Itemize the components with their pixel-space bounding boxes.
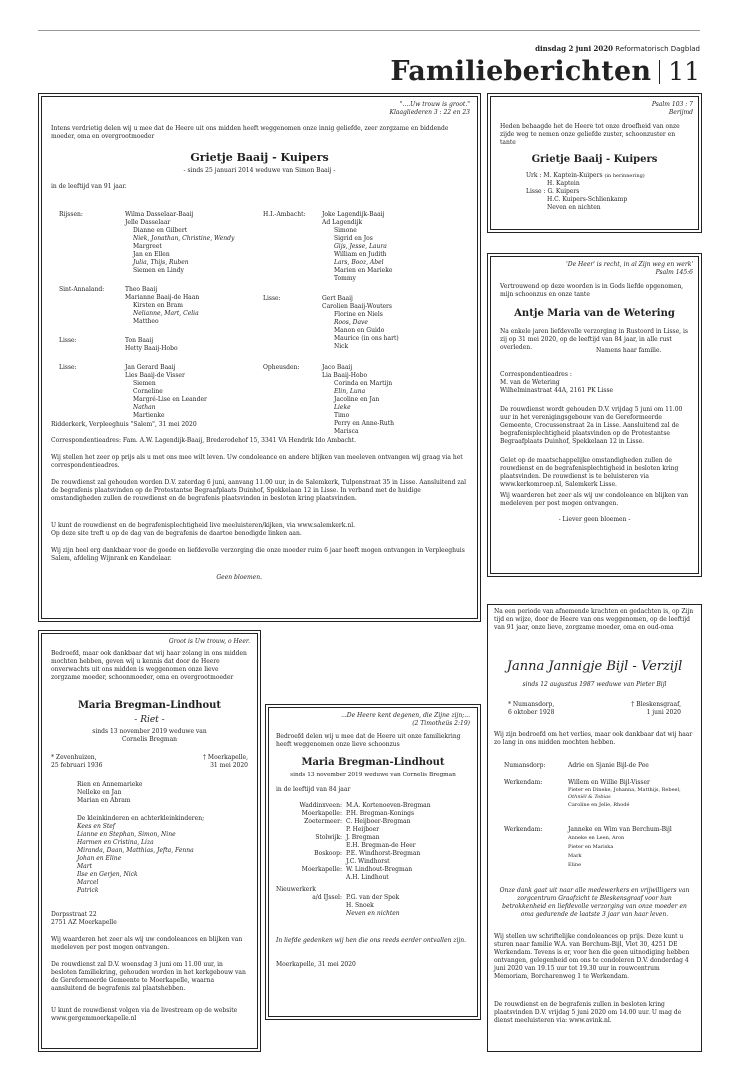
family-list bbox=[77, 781, 142, 805]
family-line: W. Lindhout-Bregman bbox=[346, 866, 413, 873]
family-line: Marianne Baaij-de Haan bbox=[125, 294, 200, 301]
death-date: 1 juni 2020 bbox=[646, 709, 681, 716]
family-line: Kirsten en Bram bbox=[133, 302, 183, 309]
family-line: Florine en Niels bbox=[334, 311, 383, 318]
family-line: Neven en nichten bbox=[346, 910, 400, 917]
death-date: 31 mei 2020 bbox=[210, 762, 248, 769]
deceased-name: Maria Bregman-Lindhout bbox=[77, 700, 222, 711]
family-line: Rien en Annemariekе bbox=[77, 781, 143, 788]
notice-baaij-kuipers bbox=[38, 93, 481, 622]
family-line: M.A. Kortenoeven-Bregman bbox=[346, 802, 431, 809]
section-title: Familieberichten bbox=[390, 56, 652, 87]
header-dateline bbox=[535, 44, 700, 53]
family-place: Rijssen: bbox=[59, 211, 83, 218]
page-number: 11 bbox=[668, 57, 700, 86]
family-line: Ilse en Gerjen, Nick bbox=[77, 871, 138, 878]
intro-text: Bedroefd delen wij u mee dat de Heere uit onze familiekring heeft weggenomen onze lieve schoonzus bbox=[276, 733, 461, 748]
notice-van-de-wetering bbox=[487, 253, 702, 577]
family-line: P. Heijboer bbox=[346, 826, 380, 833]
bible-reference: (2 Timotheüs 2:19) bbox=[412, 720, 470, 727]
family-line: Johan en Eline bbox=[77, 855, 122, 862]
family-line: M. Kaptein-Kuipers bbox=[543, 172, 603, 179]
family-line: Corinda en Martijn bbox=[334, 380, 393, 387]
family-line: Perry en Anne-Ruth bbox=[334, 420, 394, 427]
place-date: Ridderkerk, Verpleeghuis "Salem", 31 mei 2020 bbox=[51, 421, 197, 428]
section-heading bbox=[390, 56, 700, 87]
age-line: in de leeftijd van 91 jaar. bbox=[51, 183, 127, 190]
family-place: Moerkapelle: bbox=[301, 866, 342, 873]
family-line: Jaco Baaij bbox=[322, 364, 353, 371]
family-line: Lies Baaij-de Visser bbox=[125, 372, 185, 379]
family-line: Jan en Ellen bbox=[133, 251, 170, 258]
family-group bbox=[568, 826, 672, 870]
memory-text: In liefde gedenken wij hen die ons reeds eerder ontvallen zijn. bbox=[276, 937, 467, 944]
header-date: dinsdag 2 juni 2020 bbox=[535, 44, 614, 53]
family-line: Ton Baaij bbox=[125, 337, 154, 344]
family-group bbox=[568, 779, 681, 810]
family-line: C. Heijboer-Bregman bbox=[346, 818, 411, 825]
circumstances-text: Gelet op de maatschappelijke omstandigheden zullen de rouwdienst en de begrafenisplechtigheid in besloten kring plaatsvinden. De rouwdienst is te beluisteren via www.kerkomroep.nl, Salemkerk Lisse. bbox=[500, 457, 679, 488]
family-line: Julia, Thijs, Ruben bbox=[133, 259, 189, 266]
family-line: Siemen en Lindy bbox=[133, 267, 184, 274]
bible-quote: Psalm 103 : 7 bbox=[651, 101, 693, 108]
service-text: De rouwdienst zal gehouden worden D.V. zaterdag 6 juni, aanvang 11.00 uur, in de Salemkerk, Tulpenstraat 35 in Lisse. Aansluitend zal de begrafenis plaatsvinden op de Protestantse Begraafplaats Duinhof, Spekkelaan 12 in Lisse. In verband met de huidige omstandigheden zullen de rouwdienst en de begrafenis plaatsvinden in besloten kring plaatsvinden. bbox=[51, 479, 467, 502]
family-line: E.H. Bregman-de Heer bbox=[346, 842, 416, 849]
family-line: Harmen en Cristina, Liza bbox=[77, 839, 154, 846]
family-line: Jan Gerard Baaij bbox=[125, 364, 176, 371]
family-place bbox=[276, 842, 342, 850]
family-line: J. Bregman bbox=[346, 834, 380, 841]
closing: Geen bloemen. bbox=[216, 574, 262, 581]
title-divider bbox=[659, 60, 660, 84]
deceased-name: Maria Bregman-Lindhout bbox=[301, 757, 445, 768]
family-place: Opheusden: bbox=[263, 364, 300, 371]
family-line: Adrie en Sjanie Bijl-de Pee bbox=[568, 762, 649, 769]
family-place: Lisse: bbox=[59, 337, 77, 344]
family-place: H.I.-Ambacht: bbox=[263, 211, 306, 218]
family-place bbox=[276, 874, 342, 882]
family-place: Boskoop: bbox=[314, 850, 342, 857]
bible-quote: 'De Heer' is recht, in al Zijn weg en werk' bbox=[566, 261, 693, 268]
birth-date: 25 februari 1936 bbox=[51, 762, 103, 769]
family-line: Eline bbox=[568, 862, 582, 868]
family-line: Mattheo bbox=[133, 318, 159, 325]
family-line: A.H. Lindhout bbox=[346, 874, 389, 881]
livestream-text: U kunt de rouwdienst volgen via de livestream op de website www.gergemmoerkapelle.nl bbox=[51, 1007, 238, 1022]
family-line: Pieter en Mariska bbox=[568, 844, 614, 850]
bible-reference: Berijmd bbox=[668, 109, 693, 116]
bible-reference: Psalm 145:6 bbox=[655, 269, 693, 276]
notice-bregman-lindhout bbox=[38, 630, 261, 1052]
family-line: H.C. Kuipers-Schlienkamp bbox=[547, 196, 628, 203]
widow-line: sinds 13 november 2019 weduwe van Cornelis Bregman bbox=[290, 772, 456, 778]
family-place: Lisse: bbox=[263, 295, 281, 302]
family-line: Margreet bbox=[133, 243, 162, 250]
condolence-text: Wij waarderen het zeer als wij uw condoleance en blijken van medeleven per post mogen ontvangen. bbox=[500, 492, 689, 507]
family-place: Waddinxveen: bbox=[299, 802, 342, 809]
family-line: Kees en Stef bbox=[77, 823, 116, 830]
family-line: Mark bbox=[568, 853, 582, 859]
family-line: William en Judith bbox=[334, 251, 387, 258]
family-line: Elin, Luna bbox=[334, 388, 366, 395]
correspondence-name: M. van de Wetering bbox=[500, 379, 560, 386]
family-place bbox=[276, 826, 342, 834]
service-text: De rouwdienst en de begrafenis zullen in besloten kring plaatsvinden D.V. vrijdag 5 juni 2020 om 14.00 uur. U mag de dienst meeluisteren via: www.avink.nl. bbox=[494, 1001, 682, 1024]
death-place: † Moerkapelle, bbox=[203, 754, 248, 761]
nickname: - Riet - bbox=[134, 715, 165, 725]
family-place: Moerkapelle: bbox=[301, 810, 342, 817]
family-line: Jacoline en Jan bbox=[334, 396, 380, 403]
family-line: Nelleke en Jan bbox=[77, 789, 122, 796]
family-group bbox=[125, 364, 207, 420]
family-line: Caroline en Jelle, Rhodé bbox=[568, 802, 630, 808]
family-line: Janneke en Wim van Berchum-Bijl bbox=[568, 826, 672, 833]
family-line: Martienke bbox=[133, 412, 165, 419]
family-line: Maurice (in ons hart) bbox=[334, 335, 399, 342]
birth-date: 6 oktober 1928 bbox=[508, 709, 555, 716]
family-line: Theo Baaij bbox=[125, 286, 158, 293]
deceased-name: Grietje Baaij - Kuipers bbox=[531, 154, 658, 165]
deceased-name: Janna Jannigje Bijl - Verzijl bbox=[506, 659, 683, 674]
service-text: De rouwdienst wordt gehouden D.V. vrijdag 5 juni om 11.00 uur in het verenigingsgebouw van de Gereformeerde Gemeente, Crocussenstraat 2a in Lisse. Aansluitend zal de begrafenisplechtigheid plaatsvinden op de Protestantse Begraafplaats Duinhof, Spekkelaan 12 in Lisse. bbox=[500, 406, 683, 445]
family-line: Willem en Willie Bijl-Visser bbox=[568, 779, 650, 786]
family-line: Margré-Lise en Leander bbox=[133, 396, 207, 403]
family-line: J.C. Windhorst bbox=[346, 858, 390, 865]
condolence-text: Wij stellen uw schriftelijke condoleances op prijs. Deze kunt u sturen naar familie W.A. van Berchum-Bijl, Vlet 30, 4251 DE Werkendam. Tevens is er, voor hen die geen uitnodiging hebben ontvangen, gelegenheid om ons te condoleren D.V. donderdag 4 juni 2020 van 19.15 uur tot 19.30 uur in rouwcentrum Memoriam, Borcharenweg 1 te Werkendam. bbox=[494, 933, 690, 980]
family-place: a/d IJssel: bbox=[312, 894, 342, 901]
birth-place: * Zevenhuizen, bbox=[51, 754, 97, 761]
family-line: Nelianne, Mart, Celia bbox=[133, 310, 199, 317]
family-place: Werkendam: bbox=[504, 826, 543, 833]
family-line: Hetty Baaij-Hobo bbox=[125, 345, 178, 352]
family-group bbox=[125, 337, 178, 353]
family-line: Marian en Abram bbox=[77, 797, 131, 804]
bible-quote: ...De Heere kent degenen, die Zijne zijn;... bbox=[341, 712, 470, 719]
bible-quote: Groot is Uw trouw, o Heer. bbox=[168, 638, 250, 645]
widow-line: Cornelis Bregman bbox=[121, 736, 178, 743]
family-line: Dianne en Gilbert bbox=[133, 227, 188, 234]
closing: - Liever geen bloemen - bbox=[558, 516, 631, 523]
widow-line: - sinds 25 januari 2014 weduwe van Simon Baaij - bbox=[183, 167, 336, 174]
grandchildren-title: De kleinkinderen en achterkleinkinderen; bbox=[77, 815, 205, 822]
grandchildren-list bbox=[77, 823, 194, 895]
family-line: Simone bbox=[334, 227, 357, 234]
family-line: Lianne en Stephan, Simon, Nine bbox=[77, 831, 176, 838]
intro-text: Heden behaagde het de Heere tot onze droefheid van onze zijde weg te nemen onze geliefde zuster, schoonzuster en tante bbox=[500, 123, 680, 146]
family-line: Anneke en Leen, Aron bbox=[568, 835, 625, 841]
family-line: Joke Lagendijk-Baaij bbox=[322, 211, 385, 218]
family-group bbox=[125, 286, 199, 326]
deceased-name: Antje Maria van de Wetering bbox=[514, 308, 675, 319]
family-line: P.E. Windhorst-Bregman bbox=[346, 850, 421, 857]
family-line: Marisca bbox=[334, 428, 359, 435]
family-place: Werkendam: bbox=[504, 779, 543, 786]
family-line: P.G. van der Spek bbox=[346, 894, 400, 901]
family-line: Lia Baaij-Hobo bbox=[322, 372, 368, 379]
link-text: Op deze site treft u op de dag van de begrafenis de daartoe benodigde linken aan. bbox=[51, 530, 302, 537]
condolence-text: Wij waarderen het zeer als wij uw condoleances en blijken van medeleven per post mogen ontvangen. bbox=[51, 936, 243, 951]
family-line: Niek, Jonathan, Christine, Wendy bbox=[133, 235, 235, 242]
family-line: Miranda, Daan, Matthias, Jefta, Fenna bbox=[77, 847, 194, 854]
family-line: Siemen bbox=[133, 380, 156, 387]
family-line: Ad Lagendijk bbox=[322, 219, 363, 226]
family-place: Nieuwerkerk bbox=[276, 886, 316, 893]
family-place: Sint-Annaland: bbox=[59, 286, 105, 293]
bible-quote: "....Uw trouw is groot." bbox=[399, 101, 470, 108]
family-line: Patrick bbox=[77, 887, 99, 894]
address-line: 2751 AZ Moerkapelle bbox=[51, 919, 117, 926]
intro-text: Intens verdrietig delen wij u mee dat de Heere uit ons midden heeft weggenomen onze innig geliefde, zeer zorgzame en biddende moeder, oma en overgrootmoeder bbox=[51, 125, 449, 140]
family-line: Tommy bbox=[334, 275, 356, 282]
family-group bbox=[322, 211, 392, 283]
correspondence-address: Wilhelminastraat 44A, 2161 PK Lisse bbox=[500, 387, 614, 394]
correspondence-label: Correspondentieadres : bbox=[500, 371, 572, 378]
thanks-text: Onze dank gaat uit naar alle medewerkers en vrijwilligers van zorgcentrum Graafzicht te Bleskensgraaf voor hun betrokkenheid en liefdevolle verzorging van onze moeder en oma gedurende de laatste 3 jaar van haar leven. bbox=[499, 887, 690, 918]
family-place: Lisse: bbox=[59, 364, 77, 371]
notice-bregman-lindhout-2 bbox=[265, 704, 481, 1020]
family-line: H. Kaptein bbox=[547, 180, 580, 187]
correspondence: Correspondentieadres: Fam. A.W. Lagendijk-Baaij, Brederodehof 15, 3341 VA Hendrik Ido Ambacht. bbox=[51, 437, 357, 444]
family-line: Nathan bbox=[133, 404, 156, 411]
bible-reference: Klaagliederen 3 : 22 en 23 bbox=[389, 109, 470, 116]
signature: Namens haar familie. bbox=[596, 347, 662, 354]
header-paper: Reformatorisch Dagblad bbox=[615, 45, 700, 53]
gratitude-text: Wij zijn bedroefd om het verlies, maar ook dankbaar dat wij haar zo lang in ons midden mochten hebben. bbox=[494, 731, 693, 746]
address-line: Dorpsstraat 22 bbox=[51, 911, 97, 918]
family-place bbox=[276, 858, 342, 866]
family-line: P.H. Bregman-Konings bbox=[346, 810, 415, 817]
family-line: Marcel bbox=[77, 879, 99, 886]
family-line: Lars, Booz, Abel bbox=[334, 259, 384, 266]
family-line: Lieke bbox=[334, 404, 351, 411]
family-line: H. Snoek bbox=[346, 902, 374, 909]
family-line: Gert Baaij bbox=[322, 295, 353, 302]
birth-place: * Numansdorp, bbox=[508, 701, 555, 708]
service-text: De rouwdienst zal D.V. woensdag 3 juni om 11.00 uur, in besloten familiekring, gehouden worden in het kerkgebouw van de Gereformeerde Gemeente te Moerkapelle, waarna aansluitend de begrafenis zal plaatshebben. bbox=[51, 961, 246, 992]
family-table bbox=[276, 802, 476, 918]
death-place: † Bleskensgraaf, bbox=[631, 701, 681, 708]
family-place: Stolwijk: bbox=[315, 834, 342, 841]
notice-baaij-kuipers-2 bbox=[487, 93, 702, 233]
family-line: Sigrid en Jos bbox=[334, 235, 373, 242]
family-line: Corneline bbox=[133, 388, 163, 395]
family-place: Lisse : bbox=[526, 188, 546, 195]
family-line: Neven en nichten bbox=[547, 204, 601, 211]
family-line: Roos, Dave bbox=[334, 319, 368, 326]
intro-text: Na een periode van afnemende krachten en gedachten is, op Zijn tijd en wijze, door de Heere van ons weggenomen, op de leeftijd van 91 jaar, onze lieve, zorgzame moeder, oma en oud-oma bbox=[494, 608, 694, 631]
livestream-text: U kunt de rouwdienst en de begrafenisplechtigheid live meeluisteren/kijken, via www.salemkerk.nl. bbox=[51, 522, 356, 529]
notice-bijl-verzijl bbox=[487, 604, 702, 1052]
widow-line: sinds 12 augustus 1987 weduwe van Pieter Bijl bbox=[522, 681, 667, 688]
family-line: Marien en Marieke bbox=[334, 267, 393, 274]
family-place: Urk : bbox=[526, 172, 542, 179]
top-rule bbox=[38, 30, 700, 31]
family-line: Othniël & Tobias bbox=[568, 794, 611, 800]
family-line: Nick bbox=[334, 343, 349, 350]
family-line: Pieter en Dineke, Johanna, Matthijs, Rebeel, bbox=[568, 787, 681, 793]
deceased-name: Grietje Baaij - Kuipers bbox=[190, 151, 329, 164]
family-line: Jelle Dasselaar bbox=[125, 219, 171, 226]
widow-line: sinds 13 november 2019 weduwe van bbox=[92, 728, 207, 735]
condolence-text: Wij stellen het zeer op prijs als u met ons mee wilt leven. Uw condoleance en andere blijken van meeleven ontvangen wij graag via het correspondentieadres. bbox=[51, 454, 463, 469]
family-line: Manon en Guido bbox=[334, 327, 385, 334]
intro-text: Bedroefd, maar ook dankbaar dat wij haar zolang in ons midden mochten hebben, geven wij u kennis dat door de Heere onverwachts uit ons midden is weggenomen onze lieve zorgzame moeder, schoonmoeder, oma en overgrootmoeder bbox=[51, 650, 247, 681]
passing-text: Na enkele jaren liefdevolle verzorging in Rustoord in Lisse, is zij op 31 mei 2020, op de leeftijd van 84 jaar, in alle rust overleden. bbox=[500, 328, 688, 351]
age-line: in de leeftijd van 84 jaar bbox=[276, 786, 351, 793]
family-line: Wilma Dasselaar-Baaij bbox=[125, 211, 194, 218]
intro-text: Vertrouwend op deze woorden is in Gods liefde opgenomen, mijn schoonzus en onze tante bbox=[500, 283, 684, 298]
family-group bbox=[322, 295, 399, 351]
place-date: Moerkapelle, 31 mei 2020 bbox=[276, 961, 356, 968]
family-line: Gijs, Jesse, Laura bbox=[334, 243, 387, 250]
family-line: Mart bbox=[77, 863, 92, 870]
family-line: Timo bbox=[334, 412, 350, 419]
family-line: Carolien Baaij-Wouters bbox=[322, 303, 392, 310]
family-place: Zoetermeer: bbox=[304, 818, 342, 825]
family-list bbox=[526, 172, 645, 212]
family-place: Numansdorp: bbox=[504, 762, 546, 769]
family-line: G. Kuipers bbox=[547, 188, 580, 195]
thanks-text: Wij zijn heel erg dankbaar voor de goede en liefdevolle verzorging die onze moeder ruim 6 jaar heeft mogen ontvangen in Verpleeghuis Salem, afdeling Wijnrank en Kandelaar. bbox=[51, 547, 465, 562]
family-note: (in herinnering) bbox=[604, 173, 645, 179]
family-group bbox=[125, 211, 234, 275]
